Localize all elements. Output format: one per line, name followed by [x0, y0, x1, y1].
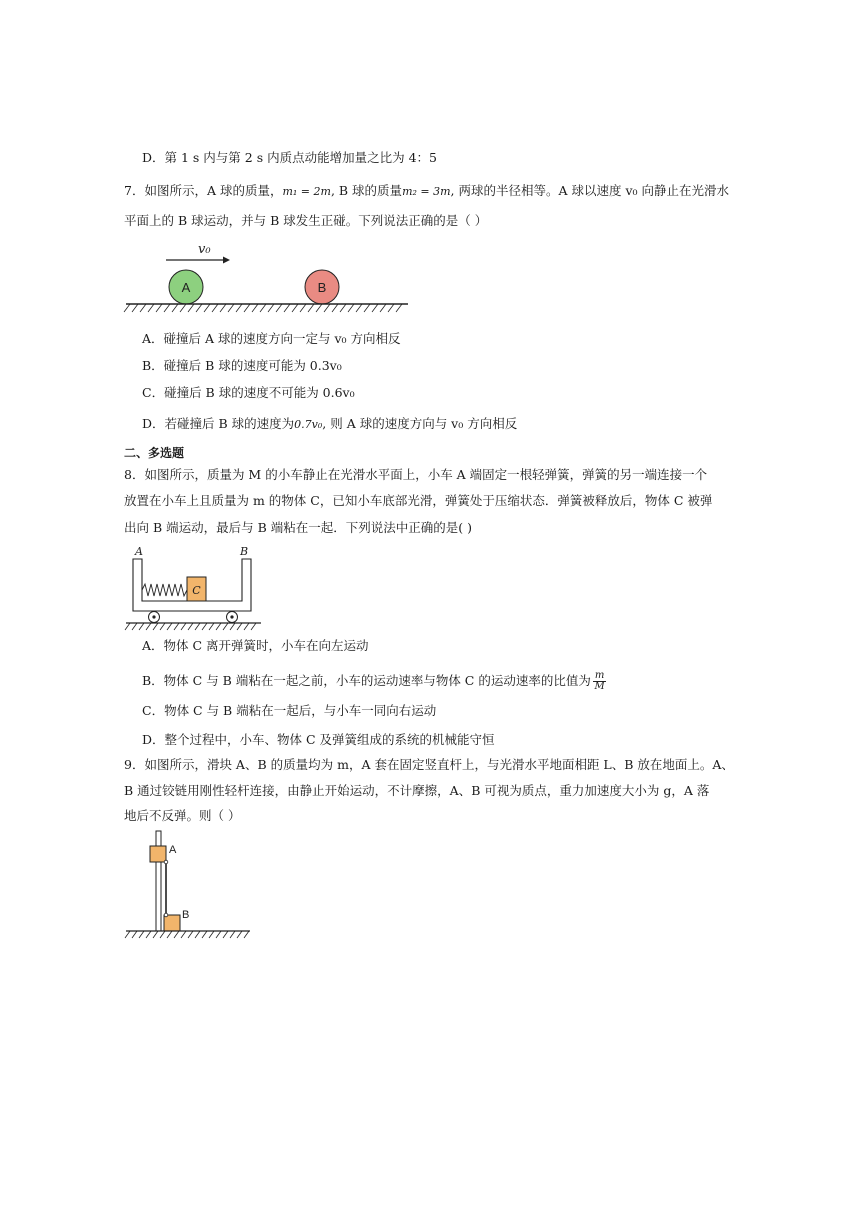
q7-m1-equation: m₁ = 2m [282, 185, 331, 198]
q9-ground-hatching [125, 931, 249, 938]
q8-stem-line3: 出向 B 端运动，最后与 B 端粘在一起．下列说法中正确的是( ) [124, 520, 472, 535]
q7-stem-b: , B 球的质量 [330, 183, 403, 198]
q8-cart-figure [120, 543, 265, 633]
q7-collision-figure [120, 238, 415, 318]
q7-option-b: B．碰撞后 B 球的速度可能为 0.3v₀ [142, 358, 342, 373]
cart-end-b-label: B [240, 545, 249, 558]
ground-hatching [124, 304, 402, 312]
block-c-label: C [192, 584, 201, 597]
q7-option-d-equation: 0.7v₀ [294, 418, 323, 431]
q7-option-a: A．碰撞后 A 球的速度方向一定与 v₀ 方向相反 [142, 331, 401, 346]
q7-option-c: C．碰撞后 B 球的速度不可能为 0.6v₀ [142, 385, 355, 400]
q8-option-b-text: B．物体 C 与 B 端粘在一起之前，小车的运动速率与物体 C 的运动速率的比值为 [142, 673, 591, 688]
hinge-b [164, 913, 168, 917]
q7-stem-c: , 两球的半径相等。A 球以速度 v₀ 向静止在光滑水 [450, 183, 730, 198]
q7-stem-line1 [124, 183, 729, 200]
hinge-a [164, 860, 168, 864]
section-title-multiple-choice: 二、多选题 [124, 446, 185, 460]
q8-stem-line1: 8．如图所示，质量为 M 的小车静止在光滑水平面上，小车 A 端固定一根轻弹簧，弹簧的另一端连接一个 [124, 467, 708, 482]
q7-stem-a: 7．如图所示，A 球的质量， [124, 183, 283, 198]
q6-option-d: D．第 1 s 内与第 2 s 内质点动能增加量之比为 4：5 [142, 150, 437, 165]
velocity-arrowhead [223, 257, 230, 264]
q8-option-c: C．物体 C 与 B 端粘在一起后，与小车一同向右运动 [142, 703, 437, 718]
fraction-numerator: m [594, 670, 605, 681]
q7-m2-equation: m₂ = 3m [402, 185, 451, 198]
wheel-left-axle [152, 615, 155, 618]
q7-stem-line2: 平面上的 B 球运动，并与 B 球发生正碰。下列说法正确的是（ ） [124, 213, 488, 228]
q7-option-d-a: D．若碰撞后 B 球的速度为 [142, 416, 295, 431]
block-a [150, 846, 166, 862]
q7-option-d-b: , 则 A 球的速度方向与 v₀ 方向相反 [322, 416, 518, 431]
q8-ground-hatching [125, 623, 256, 630]
q7-option-d [142, 416, 517, 433]
fraction-denominator: M [594, 681, 605, 692]
q9-stem-line1: 9．如图所示，滑块 A、B 的质量均为 m，A 套在固定竖直杆上，与光滑水平地面相距 L、B 放在地面上。A、 [124, 757, 734, 772]
ball-b-label: B [317, 280, 327, 295]
velocity-label: v₀ [198, 242, 211, 257]
q9-stem-line3: 地后不反弹。则（ ） [124, 808, 241, 823]
wheel-right-axle [230, 615, 233, 618]
spring [142, 584, 187, 596]
q9-slider-figure [120, 826, 255, 941]
cart-end-a-label: A [135, 545, 143, 558]
q8-option-d: D．整个过程中，小车、物体 C 及弹簧组成的系统的机械能守恒 [142, 732, 495, 747]
block-b [164, 915, 180, 931]
block-a-label: A [169, 844, 177, 856]
ball-a-label: A [181, 280, 191, 295]
block-b-label: B [182, 909, 190, 921]
q9-stem-line2: B 通过铰链用刚性轻杆连接，由静止开始运动，不计摩擦，A、B 可视为质点，重力加速度大小为 g，A 落 [124, 783, 710, 798]
q8-option-a: A．物体 C 离开弹簧时，小车在向左运动 [142, 638, 369, 653]
q8-stem-line2: 放置在小车上且质量为 m 的物体 C，已知小车底部光滑，弹簧处于压缩状态．弹簧被释放后，物体 C 被弹 [124, 493, 713, 508]
q8-option-b-fraction [593, 671, 606, 692]
q8-option-b [142, 671, 606, 692]
